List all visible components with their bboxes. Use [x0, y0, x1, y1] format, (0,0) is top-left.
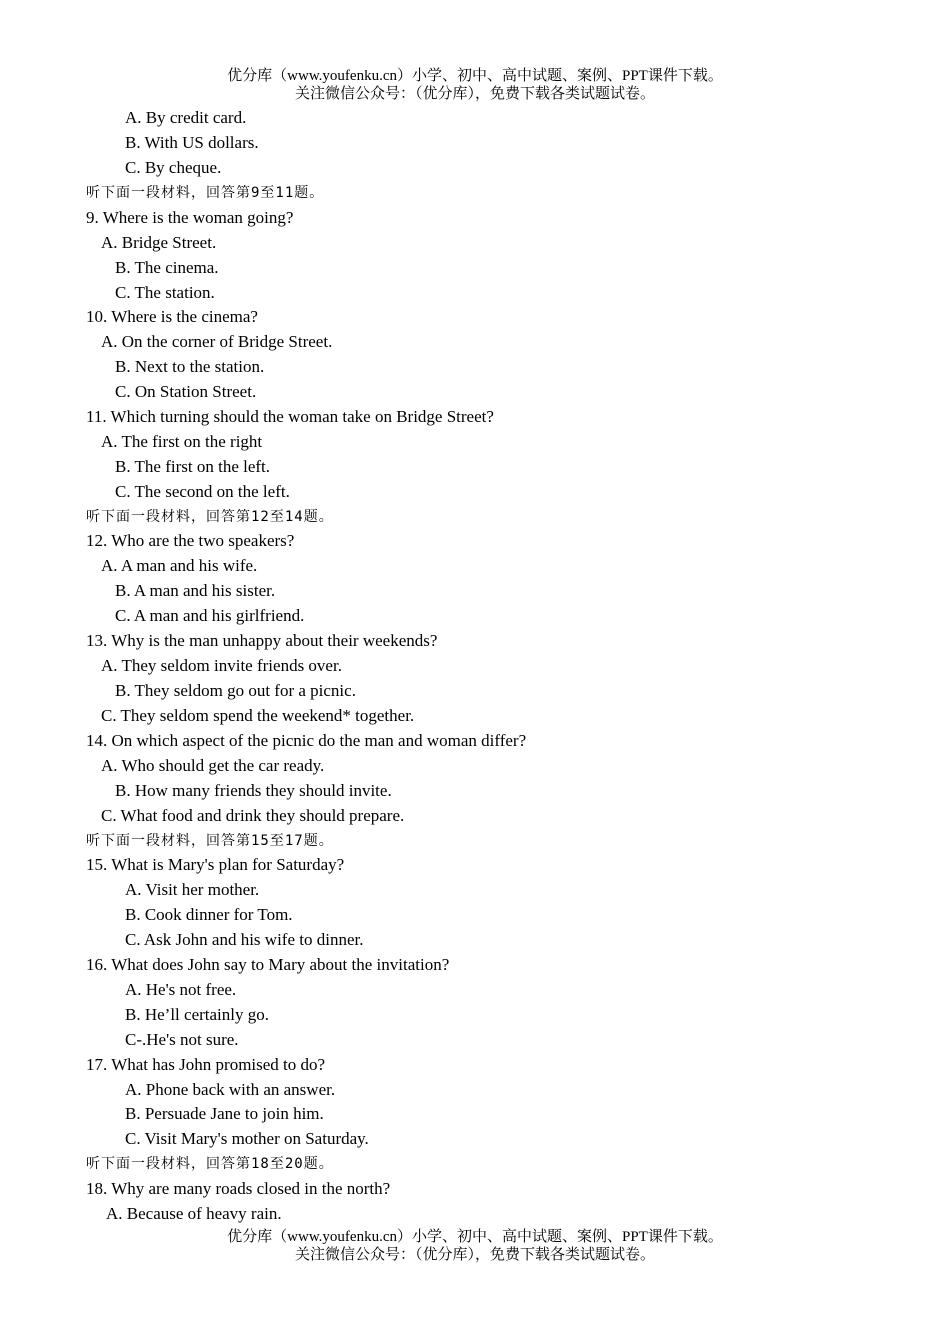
question-15: 15. What is Mary's plan for Saturday? — [86, 855, 345, 874]
option-11b: B. The first on the left. — [115, 457, 271, 476]
option-15a: A. Visit her mother. — [125, 880, 260, 899]
option-11a: A. The first on the right — [101, 432, 263, 451]
question-14: 14. On which aspect of the picnic do the man and woman differ? — [86, 731, 527, 750]
option-9c: C. The station. — [115, 283, 215, 302]
option-8a: A. By credit card. — [125, 108, 247, 127]
option-17c: C. Visit Mary's mother on Saturday. — [125, 1129, 369, 1148]
option-16a: A. He's not free. — [125, 980, 237, 999]
question-16: 16. What does John say to Mary about the invitation? — [86, 955, 450, 974]
footer-line-1: 优分库（www.youfenku.cn）小学、初中、高中试题、案例、PPT课件下载。 — [227, 1229, 723, 1245]
option-13b: B. They seldom go out for a picnic. — [115, 681, 356, 700]
question-13: 13. Why is the man unhappy about their weekends? — [86, 631, 438, 650]
option-10b: B. Next to the station. — [115, 357, 265, 376]
option-16b: B. He’ll certainly go. — [125, 1005, 269, 1024]
option-8c: C. By cheque. — [125, 158, 222, 177]
section-instruction: 听下面一段材料，回答第12至14题。 — [86, 509, 334, 525]
option-14c: C. What food and drink they should prepare. — [101, 806, 405, 825]
option-9b: B. The cinema. — [115, 258, 219, 277]
footer-line-2: 关注微信公众号：（优分库），免费下载各类试题试卷。 — [294, 1247, 655, 1263]
question-9: 9. Where is the woman going? — [86, 208, 294, 227]
option-10a: A. On the corner of Bridge Street. — [101, 332, 333, 351]
question-12: 12. Who are the two speakers? — [86, 531, 295, 550]
option-12a: A. A man and his wife. — [101, 556, 258, 575]
option-15c: C. Ask John and his wife to dinner. — [125, 930, 364, 949]
option-9a: A. Bridge Street. — [101, 233, 217, 252]
option-13c: C. They seldom spend the weekend* together. — [101, 706, 415, 725]
section-instruction: 听下面一段材料，回答第9至11题。 — [86, 185, 325, 201]
option-11c: C. The second on the left. — [115, 482, 290, 501]
option-14a: A. Who should get the car ready. — [101, 756, 325, 775]
option-15b: B. Cook dinner for Tom. — [125, 905, 293, 924]
option-17a: A. Phone back with an answer. — [125, 1080, 336, 1099]
header-line-1: 优分库（www.youfenku.cn）小学、初中、高中试题、案例、PPT课件下载。 — [227, 68, 723, 84]
option-14b: B. How many friends they should invite. — [115, 781, 392, 800]
section-instruction: 听下面一段材料，回答第15至17题。 — [86, 833, 334, 849]
option-12b: B. A man and his sister. — [115, 581, 276, 600]
option-17b: B. Persuade Jane to join him. — [125, 1104, 324, 1123]
option-18a: A. Because of heavy rain. — [106, 1204, 282, 1223]
option-12c: C. A man and his girlfriend. — [115, 606, 305, 625]
option-10c: C. On Station Street. — [115, 382, 257, 401]
header-line-2: 关注微信公众号：（优分库），免费下载各类试题试卷。 — [294, 86, 655, 102]
question-11: 11. Which turning should the woman take on Bridge Street? — [86, 407, 494, 426]
section-instruction: 听下面一段材料，回答第18至20题。 — [86, 1156, 334, 1172]
question-18: 18. Why are many roads closed in the north? — [86, 1179, 391, 1198]
question-10: 10. Where is the cinema? — [86, 307, 258, 326]
option-13a: A. They seldom invite friends over. — [101, 656, 342, 675]
question-17: 17. What has John promised to do? — [86, 1055, 326, 1074]
option-16c: C-.He's not sure. — [125, 1030, 239, 1049]
option-8b: B. With US dollars. — [125, 133, 259, 152]
